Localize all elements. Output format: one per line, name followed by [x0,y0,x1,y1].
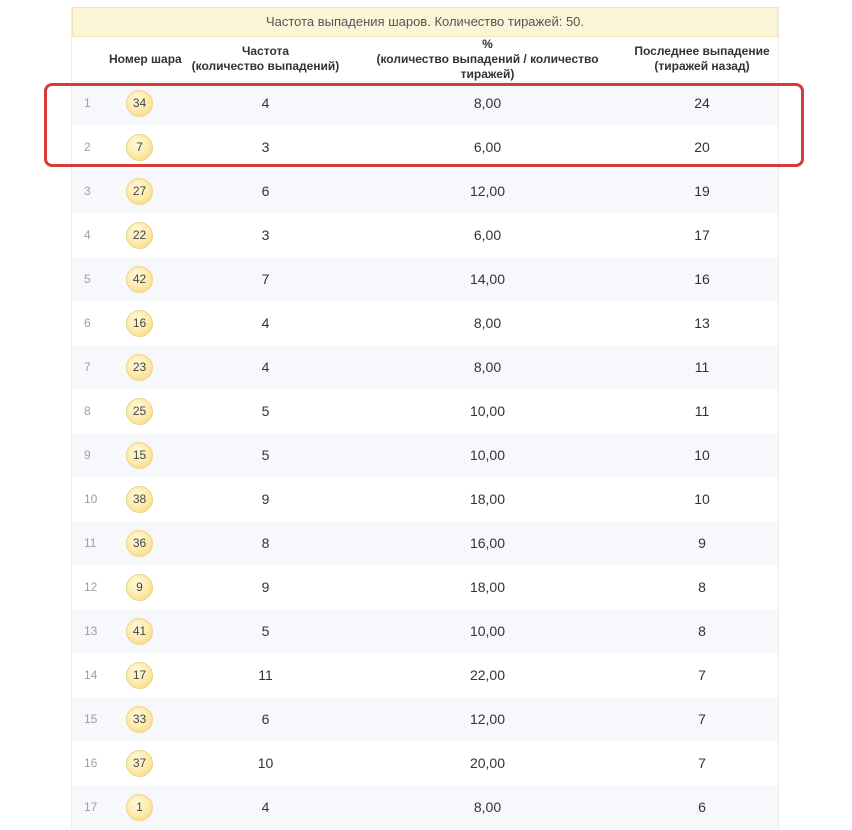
last-drop-cell: 13 [694,315,710,331]
frequency-cell: 6 [261,711,270,727]
last-drop-cell: 8 [698,579,706,595]
row-index: 8 [84,404,91,418]
ball-number: 37 [126,750,153,777]
ball-cell [109,794,182,821]
last-drop-cell: 9 [698,535,706,551]
ball-cell [109,398,182,425]
header-percent-subtitle: (количество выпадений / количество тиражей) [376,51,599,81]
row-index: 15 [84,712,98,726]
frequency-cell: 8 [261,535,270,551]
frequency-cell: 5 [261,447,270,463]
ball-cell [109,574,182,601]
percent-cell: 10,00 [469,623,506,639]
frequency-cell: 9 [261,491,270,507]
frequency-cell: 3 [261,227,270,243]
last-drop-cell: 11 [694,403,710,419]
last-drop-cell: 17 [694,227,710,243]
last-drop-cell: 24 [694,95,710,111]
frequency-cell: 5 [261,623,270,639]
percent-cell: 22,00 [469,667,506,683]
ball-cell [109,134,182,161]
percent-cell: 10,00 [469,447,506,463]
header-ball-label: Номер шара [109,51,182,66]
percent-cell: 8,00 [473,315,502,331]
last-drop-cell: 10 [694,447,710,463]
percent-cell: 10,00 [469,403,506,419]
table-row [72,345,778,389]
percent-cell: 12,00 [469,183,506,199]
ball-cell [109,222,182,249]
ball-cell [109,486,182,513]
ball-cell [109,310,182,337]
last-drop-cell: 7 [698,667,706,683]
ball-number: 16 [126,310,153,337]
table-row [72,81,778,125]
ball-number: 1 [126,794,153,821]
header-frequency [182,44,349,74]
last-drop-cell: 8 [698,623,706,639]
ball-number: 23 [126,354,153,381]
frequency-cell: 7 [261,271,270,287]
percent-cell: 8,00 [473,95,502,111]
last-drop-cell: 10 [694,491,710,507]
row-index: 2 [84,140,91,154]
last-drop-cell: 11 [694,359,710,375]
row-index: 17 [84,800,98,814]
last-drop-cell: 7 [698,711,706,727]
last-drop-cell: 19 [694,183,710,199]
last-drop-cell: 20 [694,139,710,155]
row-index: 4 [84,228,91,242]
frequency-cell: 4 [261,315,270,331]
ball-cell [109,266,182,293]
row-index: 6 [84,316,91,330]
row-index: 7 [84,360,91,374]
header-percent [349,37,626,82]
percent-cell: 8,00 [473,359,502,375]
ball-number: 36 [126,530,153,557]
frequency-cell: 4 [261,95,270,111]
ball-cell [109,706,182,733]
table-row [72,565,778,609]
row-index: 1 [84,96,91,110]
table-row [72,697,778,741]
frequency-cell: 9 [261,579,270,595]
row-index: 10 [84,492,98,506]
ball-number: 41 [126,618,153,645]
percent-cell: 14,00 [469,271,506,287]
ball-number: 33 [126,706,153,733]
table-row [72,609,778,653]
percent-cell: 6,00 [473,227,502,243]
table-row [72,125,778,169]
table-row [72,785,778,829]
table-row [72,741,778,785]
table-row [72,301,778,345]
last-drop-cell: 6 [698,799,706,815]
ball-number: 22 [126,222,153,249]
header-ball [109,52,182,67]
ball-number: 27 [126,178,153,205]
header-last-drop-subtitle: (тиражей назад) [654,59,750,73]
frequency-cell: 4 [261,359,270,375]
last-drop-cell: 16 [694,271,710,287]
percent-cell: 12,00 [469,711,506,727]
percent-cell: 6,00 [473,139,502,155]
ball-number: 38 [126,486,153,513]
percent-cell: 8,00 [473,799,502,815]
ball-cell [109,530,182,557]
ball-number: 34 [126,90,153,117]
percent-cell: 18,00 [469,579,506,595]
ball-number: 25 [126,398,153,425]
table-row [72,653,778,697]
table-header [72,37,778,81]
table-body [72,81,778,829]
table-row [72,433,778,477]
ball-number: 17 [126,662,153,689]
frequency-cell: 10 [257,755,274,771]
frequency-table [71,7,779,829]
row-index: 12 [84,580,98,594]
table-row [72,521,778,565]
header-last-drop [626,44,778,74]
header-frequency-title: Частота [241,44,290,58]
ball-cell [109,354,182,381]
row-index: 11 [84,536,97,550]
ball-cell [109,178,182,205]
header-frequency-subtitle: (количество выпадений) [191,59,340,73]
header-last-drop-title: Последнее выпадение [634,44,770,58]
table-caption: Частота выпадения шаров. Количество тиражей: 50. [72,7,778,37]
ball-number: 7 [126,134,153,161]
ball-cell [109,662,182,689]
ball-cell [109,750,182,777]
ball-cell [109,442,182,469]
frequency-cell: 4 [261,799,270,815]
ball-cell [109,90,182,117]
last-drop-cell: 7 [698,755,706,771]
ball-number: 42 [126,266,153,293]
table-row [72,169,778,213]
row-index: 5 [84,272,91,286]
frequency-cell: 6 [261,183,270,199]
row-index: 3 [84,184,91,198]
percent-cell: 18,00 [469,491,506,507]
row-index: 9 [84,448,91,462]
row-index: 14 [84,668,98,682]
table-row [72,213,778,257]
frequency-cell: 5 [261,403,270,419]
ball-cell [109,618,182,645]
percent-cell: 20,00 [469,755,506,771]
table-row [72,477,778,521]
frequency-cell: 11 [258,667,273,683]
header-percent-title: % [482,36,493,51]
frequency-cell: 3 [261,139,270,155]
table-row [72,389,778,433]
ball-number: 9 [126,574,153,601]
percent-cell: 16,00 [469,535,506,551]
row-index: 13 [84,624,98,638]
table-row [72,257,778,301]
row-index: 16 [84,756,98,770]
ball-number: 15 [126,442,153,469]
